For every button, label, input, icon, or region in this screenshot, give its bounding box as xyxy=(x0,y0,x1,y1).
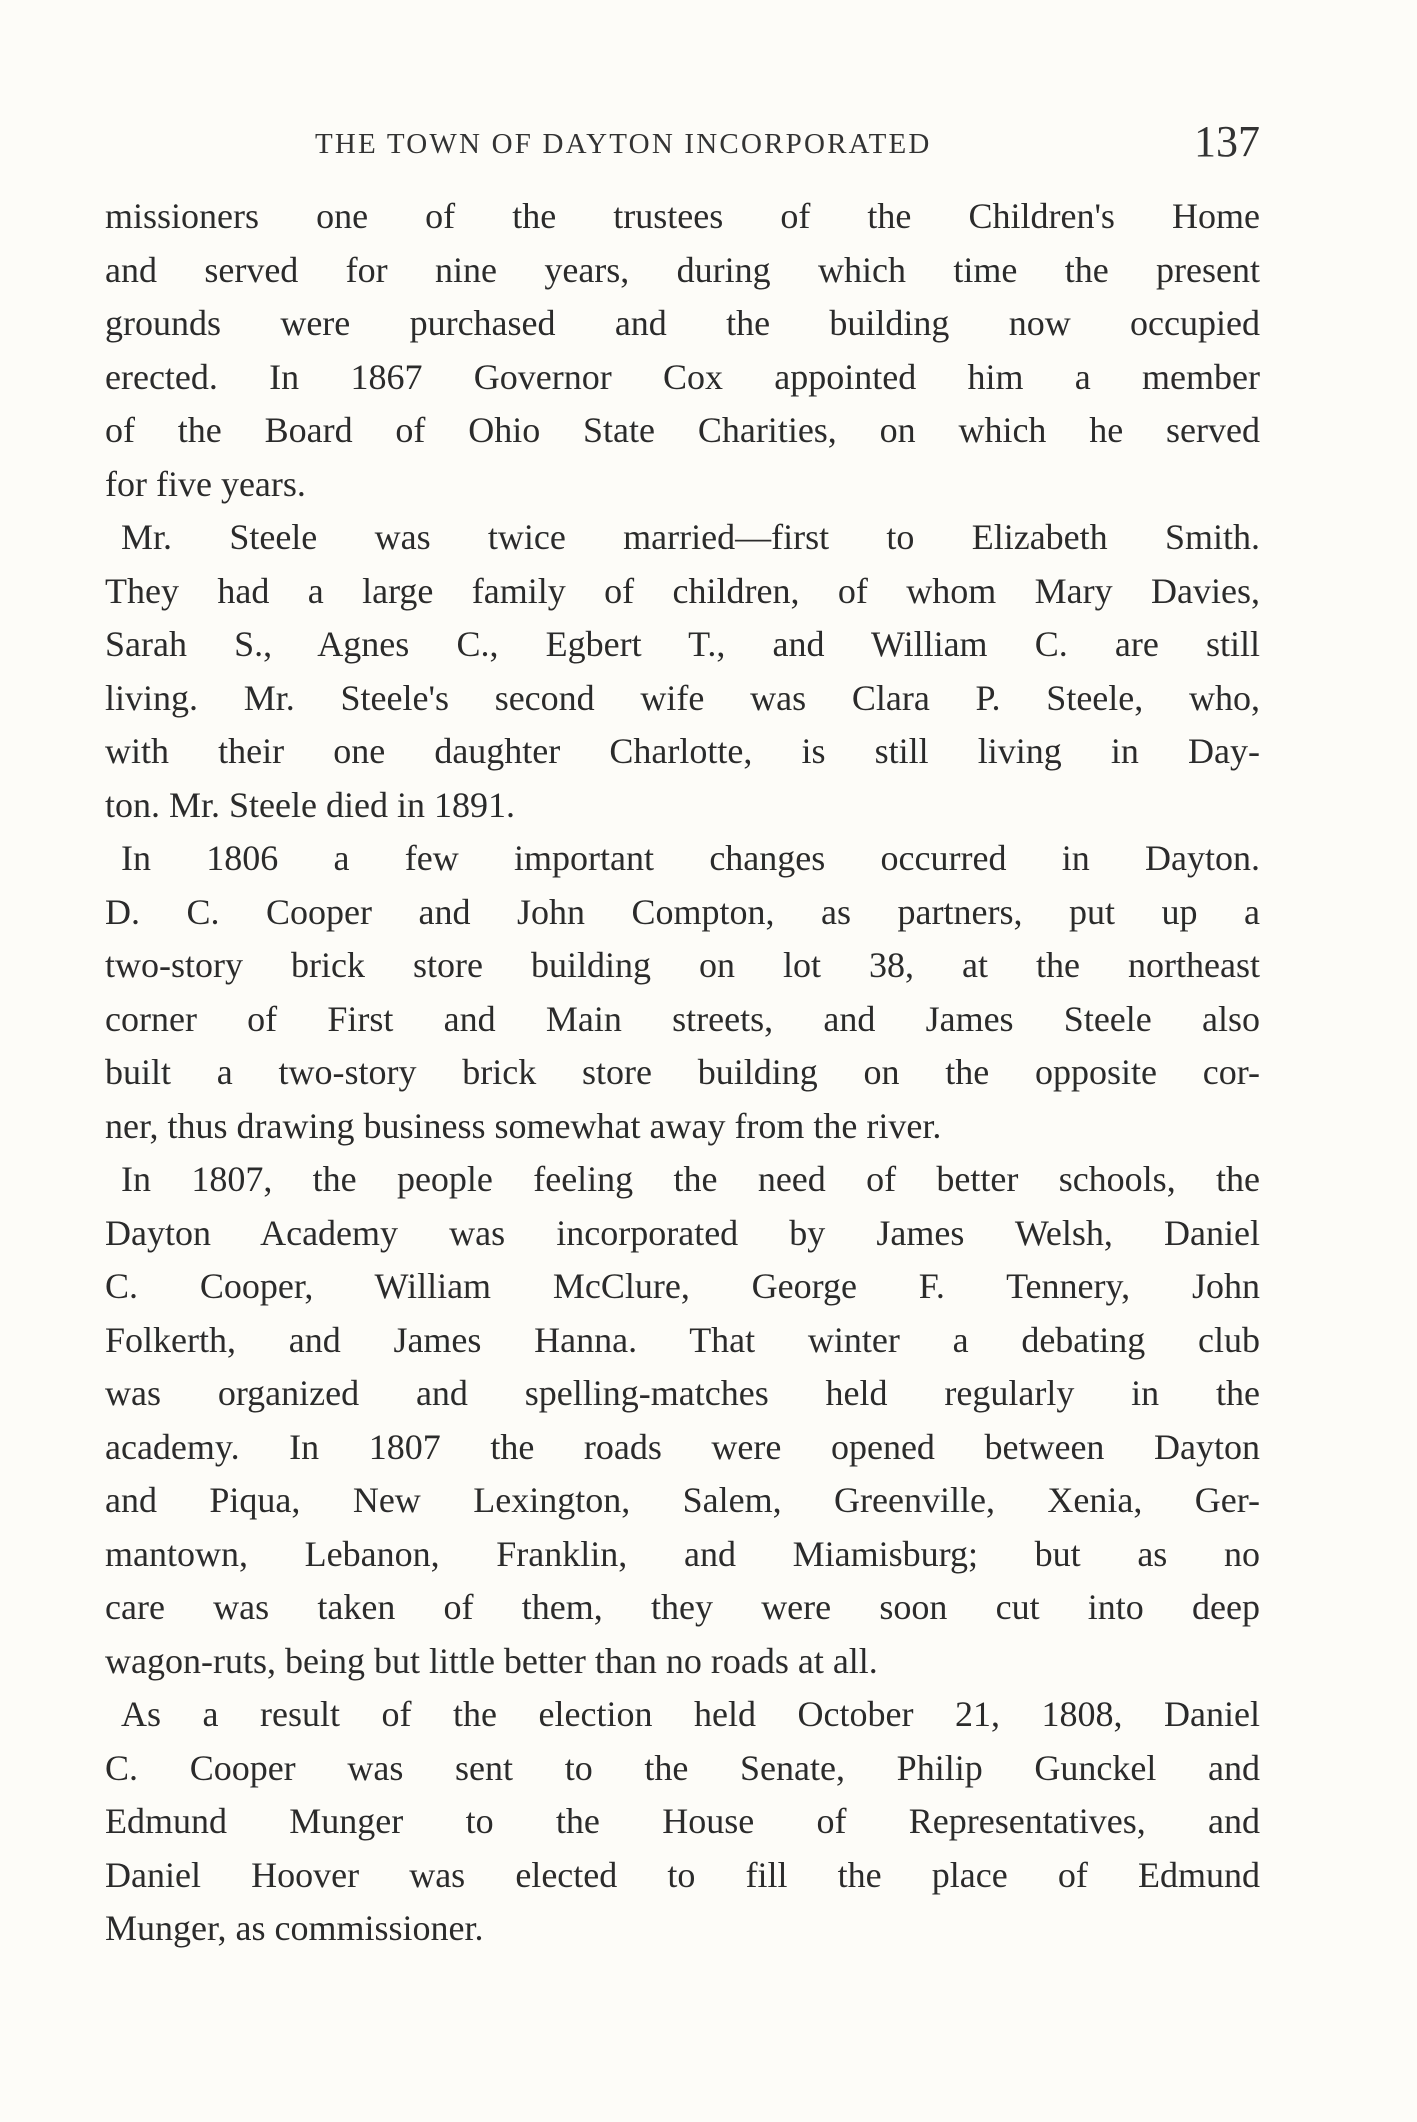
text-line: Edmund Munger to the House of Representatives, and xyxy=(105,1801,1260,1841)
text-line: Daniel Hoover was elected to fill the place of Edmund xyxy=(105,1854,1260,1895)
text-line: grounds were purchased and the building now occupied xyxy=(105,303,1260,343)
text-line: built a two-story brick store building on the opposite cor- xyxy=(105,1052,1260,1092)
paragraph xyxy=(105,1688,1260,1956)
text-line: erected. In 1867 Governor Cox appointed him a member xyxy=(105,356,1260,397)
text-line: was organized and spelling-matches held regularly in the xyxy=(105,1373,1260,1413)
paragraph xyxy=(105,511,1260,832)
text-line: and served for nine years, during which time the present xyxy=(105,249,1260,290)
text-line: D. C. Cooper and John Compton, as partners, put up a xyxy=(105,891,1260,932)
paragraph xyxy=(105,1153,1260,1688)
text-line: C. Cooper, William McClure, George F. Tennery, John xyxy=(105,1266,1260,1306)
text-line: C. Cooper was sent to the Senate, Philip Gunckel and xyxy=(105,1747,1260,1788)
text-line: mantown, Lebanon, Franklin, and Miamisburg; but as no xyxy=(105,1533,1260,1574)
text-line: corner of First and Main streets, and James Steele also xyxy=(105,998,1260,1039)
text-line: for five years. xyxy=(105,463,306,504)
text-line: two-story brick store building on lot 38, at the northeast xyxy=(105,945,1260,985)
running-head xyxy=(100,116,1260,176)
text-line: Folkerth, and James Hanna. That winter a debating club xyxy=(105,1319,1260,1360)
text-line: Sarah S., Agnes C., Egbert T., and William C. are still xyxy=(105,624,1260,664)
text-line: Munger, as commissioner. xyxy=(105,1908,484,1948)
text-line: academy. In 1807 the roads were opened between Dayton xyxy=(105,1426,1260,1467)
text-line: Mr. Steele was twice married—first to Elizabeth Smith. xyxy=(121,517,1260,557)
text-line: Dayton Academy was incorporated by James Welsh, Daniel xyxy=(105,1212,1260,1253)
text-line: In 1806 a few important changes occurred in Dayton. xyxy=(121,838,1260,878)
text-line: In 1807, the people feeling the need of better schools, the xyxy=(121,1159,1260,1199)
text-line: wagon-ruts, being but little better than no roads at all. xyxy=(105,1640,878,1681)
text-line: As a result of the election held October 21, 1808, Daniel xyxy=(121,1694,1260,1734)
text-line: ton. Mr. Steele died in 1891. xyxy=(105,784,515,825)
text-line: of the Board of Ohio State Charities, on which he served xyxy=(105,410,1260,450)
text-line: and Piqua, New Lexington, Salem, Greenville, Xenia, Ger- xyxy=(105,1480,1260,1520)
text-line: missioners one of the trustees of the Children's Home xyxy=(105,196,1260,236)
running-title: THE TOWN OF DAYTON INCORPORATED xyxy=(315,128,932,160)
text-line: living. Mr. Steele's second wife was Clara P. Steele, who, xyxy=(105,677,1260,718)
text-line: ner, thus drawing business somewhat away from the river. xyxy=(105,1105,942,1146)
paragraph xyxy=(105,190,1260,511)
body-text xyxy=(105,190,1260,1956)
text-line: care was taken of them, they were soon cut into deep xyxy=(105,1587,1260,1627)
text-line: with their one daughter Charlotte, is still living in Day- xyxy=(105,731,1260,771)
text-line: They had a large family of children, of whom Mary Davies, xyxy=(105,570,1260,611)
paragraph xyxy=(105,832,1260,1153)
page-number: 137 xyxy=(1194,117,1260,166)
